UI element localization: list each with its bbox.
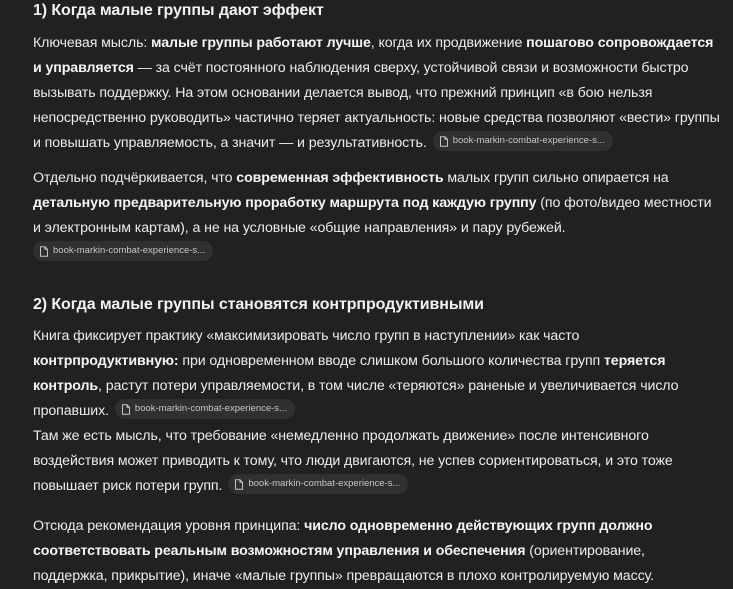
section-2-heading: 2) Когда малые группы становятся контрпродуктивными [33, 296, 484, 313]
citation-chip[interactable] [228, 474, 408, 494]
document-icon [39, 246, 49, 257]
text: малых групп сильно опирается на [443, 170, 669, 186]
text: (ориентирование, поддержка, прикрытие), иначе «малые группы» превращаются в плохо контролируемую массу. [33, 543, 654, 584]
section-1-paragraph-1 [33, 31, 723, 156]
text: Ключевая мысль: [33, 35, 152, 51]
text: Отсюда рекомендация уровня принципа: [33, 518, 305, 534]
text: , когда их продвижение [370, 35, 527, 51]
text: Там же есть мысль, что требование «немедленно продолжать движение» после интенсивного воздействия может приводить к тому, что люди двигаются, не успев сориентироваться, и это тоже повышает риск потери групп. [33, 428, 673, 494]
text: при одновременном вводе слишком большого количества групп [178, 353, 604, 369]
citation-chip[interactable] [433, 131, 613, 151]
section-1-heading: 1) Когда малые группы дают эффект [33, 2, 324, 19]
document-icon [439, 136, 449, 147]
text: , растут потери управляемости, в том числе «теряются» раненые и увеличивается число пропавших. [33, 378, 679, 419]
section-2-paragraph-3 [33, 514, 723, 589]
bold-text: контрпродуктивную: [33, 353, 179, 369]
citation-label: book-markin-combat-experience-s... [452, 135, 605, 147]
section-2-paragraph-2 [33, 424, 723, 499]
citation-label: book-markin-combat-experience-s... [248, 478, 401, 490]
bold-text: детальную предварительную проработку маршрута под каждую группу [33, 195, 537, 211]
text: — за счёт постоянного наблюдения сверху, устойчивой связи и возможности быстро вызывать поддержку. На этом основании делается вывод, что прежний принцип «в бою нельзя непосредственно руководить» частично теряет актуальность: новые средства позволяют «вести» группы и повышать управляемость, а значит — и результативность. [33, 60, 720, 151]
document-icon [234, 479, 244, 490]
bold-text: число одновременно действующих групп должно соответствовать реальным возможностям управления и обеспечения [33, 518, 653, 559]
section-2-paragraph-1 [33, 324, 723, 424]
bold-text: малые группы работают лучше [151, 35, 371, 51]
citation-chip[interactable] [115, 399, 295, 419]
bold-text: пошагово сопровождается и управляется [33, 35, 714, 76]
document-icon [121, 404, 131, 415]
citation-label: book-markin-combat-experience-s... [134, 403, 287, 415]
citation-label: book-markin-combat-experience-s... [53, 245, 206, 256]
text: Отдельно подчёркивается, что [33, 170, 237, 186]
bold-text: современная эффективность [236, 170, 444, 186]
text: Книга фиксирует практику «максимизировать число групп в наступлении» как часто [33, 328, 580, 344]
section-1-paragraph-2 [33, 166, 723, 241]
text: (по фото/видео местности и электронным картам), а не на условные «общие направления» и пару рубежей. [33, 195, 712, 236]
bold-text: теряется контроль [33, 353, 666, 394]
citation-chip[interactable] [33, 241, 213, 261]
